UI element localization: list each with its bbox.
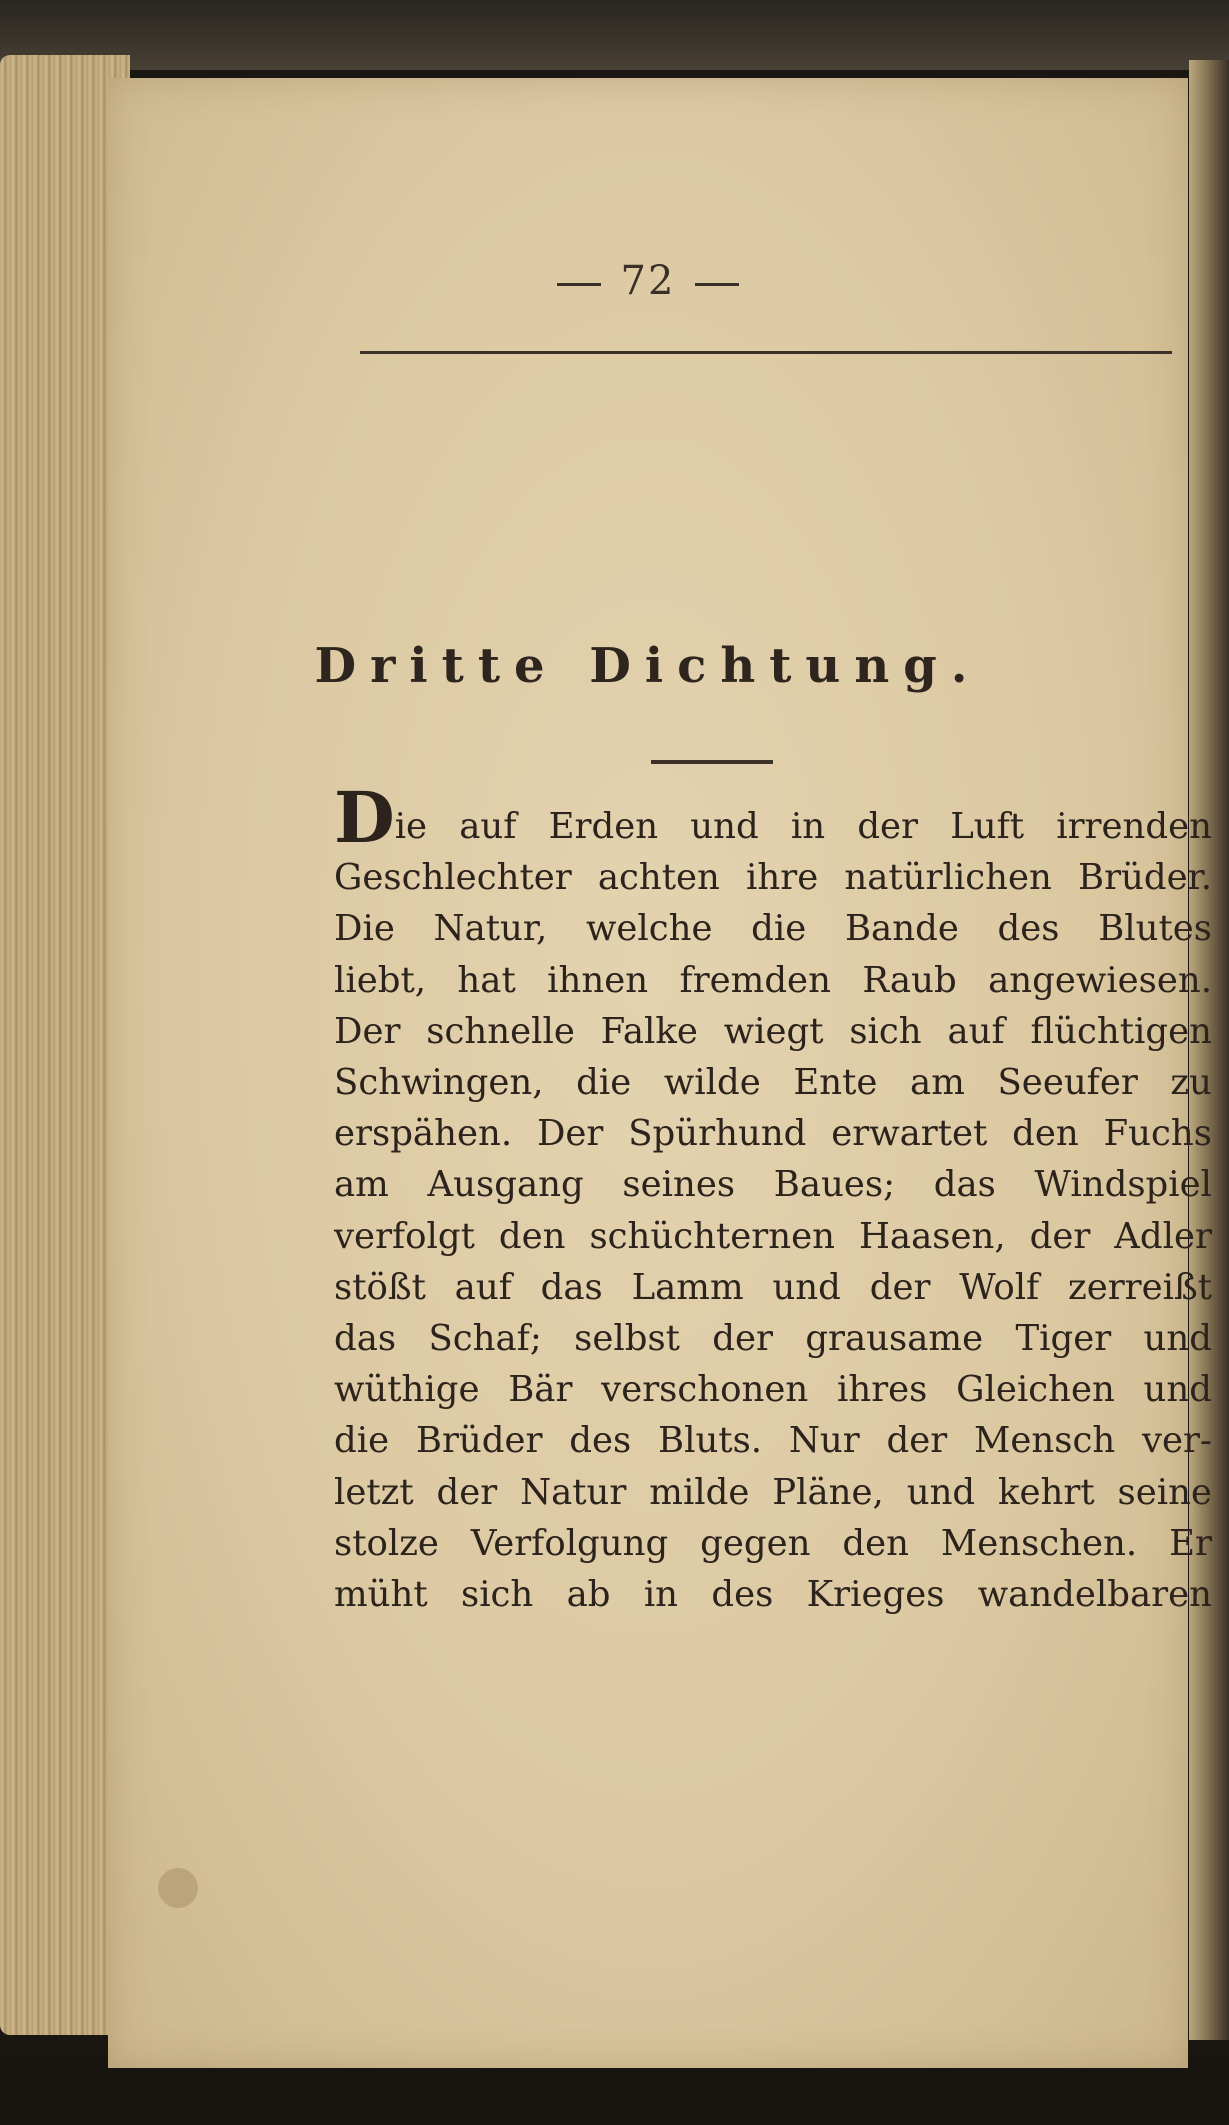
text-line-1	[334, 776, 1212, 859]
text-line: die Brüder des Bluts. Nur der Mensch ver-	[334, 1420, 1212, 1462]
text-line: müht sich ab in des Krieges wandelbaren	[334, 1574, 1212, 1616]
text-line: wüthige Bär verschonen ihres Gleichen und	[334, 1369, 1212, 1411]
drop-cap: D	[334, 776, 395, 859]
text-line: erspähen. Der Spürhund erwartet den Fuchs	[334, 1113, 1212, 1155]
text-line: das Schaf; selbst der grausame Tiger und	[334, 1318, 1212, 1360]
page-number	[108, 258, 1188, 304]
text-line: Die Natur, welche die Bande des Blutes	[334, 908, 1212, 950]
text-line: letzt der Natur milde Pläne, und kehrt seine	[334, 1471, 1212, 1513]
page-number-value: 72	[620, 258, 676, 304]
text-line: stolze Verfolgung gegen den Menschen. Er	[334, 1522, 1212, 1564]
first-line-rest: ie auf Erden und in der Luft irrenden	[394, 806, 1212, 847]
dash-left	[557, 283, 601, 286]
text-line: verfolgt den schüchternen Haasen, der Adler	[334, 1215, 1212, 1257]
title-rule	[651, 760, 773, 764]
book-page	[108, 78, 1212, 2068]
body-text	[334, 776, 1212, 1620]
section-title: Dritte Dichtung.	[314, 638, 982, 694]
text-line: Der schnelle Falke wiegt sich auf flüchtigen	[334, 1010, 1212, 1052]
text-line: liebt, hat ihnen fremden Raub angewiesen.	[334, 959, 1212, 1001]
text-line: Geschlechter achten ihre natürlichen Brüder.	[334, 857, 1212, 899]
text-line: stößt auf das Lamm und der Wolf zerreißt	[334, 1266, 1212, 1308]
paper-stain	[158, 1868, 198, 1908]
dash-right	[695, 283, 739, 286]
text-line: am Ausgang seines Baues; das Windspiel	[334, 1164, 1212, 1206]
book-binding-top	[0, 0, 1229, 70]
text-line: Schwingen, die wilde Ente am Seeufer zu	[334, 1062, 1212, 1104]
header-rule	[360, 351, 1172, 354]
